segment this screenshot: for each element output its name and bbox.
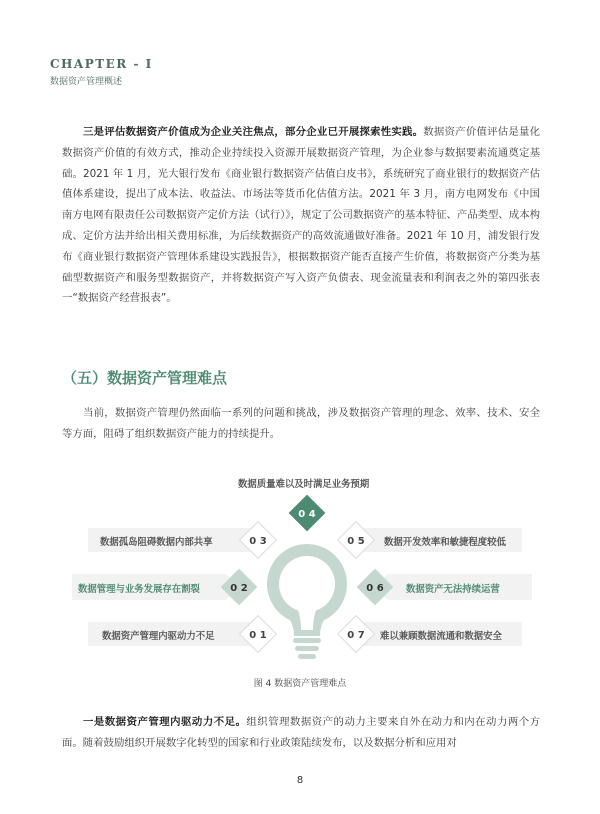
number-04: 0 4: [298, 509, 316, 520]
paragraph-lead: 一是数据资产管理内驱动力不足。: [83, 716, 247, 728]
chapter-label: CHAPTER - I: [50, 57, 153, 71]
number-01: 0 1: [249, 630, 267, 641]
page-number: 8: [296, 775, 304, 786]
item-label-01: 数据资产管理内驱动力不足: [102, 631, 215, 642]
figure-caption: 图 4 数据资产管理难点: [253, 679, 347, 689]
paragraph-body: 当前，数据资产管理仍然面临一系列的问题和挑战，涉及数据资产管理的理念、效率、技术、安全等方面，阻碍了组织数据资产能力的持续提升。: [62, 407, 540, 440]
number-05: 0 5: [347, 536, 365, 547]
paragraph-motivation: [62, 712, 540, 754]
number-02: 0 2: [230, 583, 248, 594]
chapter-subtitle: 数据资产管理概述: [50, 77, 123, 87]
difficulty-diagram: [62, 466, 540, 686]
paragraph-body: 组织管理数据资产的动力主要来自外在动力和内在动力两个方面。随着鼓励组织开展数字化转型的国家和行业政策陆续发布，以及数据分析和应用对: [62, 716, 541, 749]
paragraph-valuation: [62, 122, 540, 309]
item-label-04: 数据质量难以及时满足业务预期: [238, 479, 370, 490]
paragraph-body: 数据资产价值评估是量化数据资产价值的有效方式，推动企业持续投入资源开展数据资产管理，为企业参与数据要素流通奠定基础。2021 年 1 月，光大银行发布《商业银行数据资产估值白皮书》，系统研究了商业银行的数据资产估值体系建设，提出了成本法、收益法、市场法等货币化估值方法。2021 年 3 月，南方电网发布《中国南方电网有限责任公司数据资产定价方法（试行）》，规定了公司数据资产的基本特征、产品类型、成本构成、定价方法并给出相关费用标准，为后续数据资产的高效流通做好准备。2021 年 10 月，浦发银行发布《商业银行数据资产管理体系建设实践报告》，根据数据资产能否直接产生价值，将数据资产分类为基础型数据资产和服务型数据资产，并将数据资产写入资产负债表、现金流量表和利润表之外的第四张表一“数据资产经营报表”。: [62, 126, 541, 305]
paragraph-lead: 三是评估数据资产价值成为企业关注焦点，部分企业已开展探索性实践。: [83, 126, 424, 138]
diagram-graphics: [62, 466, 540, 686]
chapter-header: [50, 57, 153, 87]
number-07: 0 7: [347, 630, 365, 641]
item-label-02: 数据管理与业务发展存在割裂: [78, 584, 200, 595]
item-label-03: 数据孤岛阻碍数据内部共享: [100, 537, 213, 548]
lightbulb-icon: [267, 544, 347, 659]
paragraph-intro: [62, 403, 540, 445]
section-heading: （五）数据资产管理难点: [62, 369, 228, 387]
item-label-05: 数据开发效率和敏捷程度较低: [384, 537, 506, 548]
item-label-06: 数据资产无法持续运营: [406, 584, 500, 595]
number-03: 0 3: [249, 536, 267, 547]
number-06: 0 6: [366, 583, 384, 594]
item-label-07: 难以兼顾数据流通和数据安全: [380, 631, 502, 642]
